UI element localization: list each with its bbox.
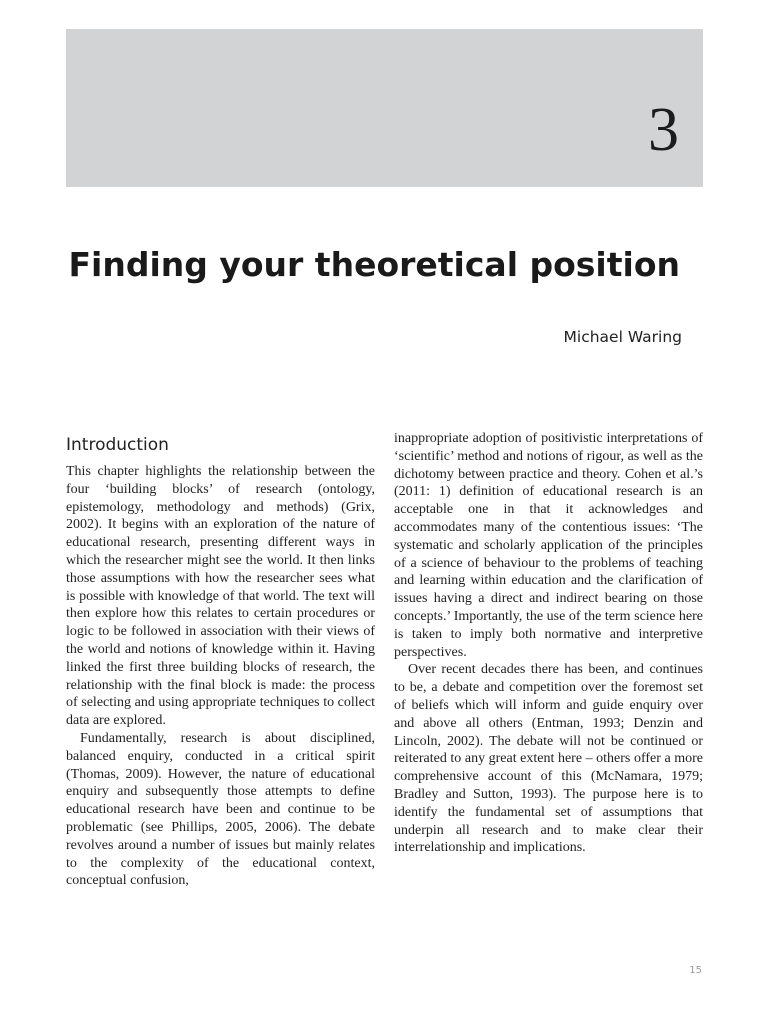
section-heading-introduction: Introduction <box>66 435 169 455</box>
page-number: 15 <box>689 965 702 976</box>
paragraph: This chapter highlights the relationship between the four ‘building blocks’ of research (ontology, epistemology, methodology and methods) (Grix, 2002). It begins with an exploration of the nature of educational research, presenting different ways in which the researcher might see the world. It then links those assumptions with how the researcher sees what is possible with knowledge of that world. The text will then explore how this relates to certain procedures or logic to be followed in association with their views of the world and notions of knowledge within it. Having linked the first three building blocks of research, the relationship with the final block is made: the process of selecting and using appropriate techniques to collect data are explored. <box>66 464 375 729</box>
left-column <box>66 463 375 890</box>
chapter-title: Finding your theoretical position <box>68 245 680 284</box>
paragraph: Fundamentally, research is about disciplined, balanced enquiry, conducted in a critical spirit (Thomas, 2009). However, the nature of educational enquiry and subsequently those attempts to define educational research have been and continue to be problematic (see Phillips, 2005, 2006). The debate revolves around a number of issues but mainly relates to the complexity of the educational context, conceptual confusion, <box>66 730 375 889</box>
chapter-banner <box>66 29 703 187</box>
paragraph: Over recent decades there has been, and continues to be, a debate and competition over the foremost set of beliefs which will inform and guide enquiry over and above all others (Entman, 1993; Denzin and Lincoln, 2002). The debate will not be continued or reiterated to any great extent here – others offer a more comprehensive account of this (McNamara, 1979; Bradley and Sutton, 1993). The purpose here is to identify the fundamental set of assumptions that underpin all research and to make clear their interrelationship and implications. <box>394 662 703 856</box>
right-column <box>394 430 703 857</box>
paragraph: inappropriate adoption of positivistic interpretations of ‘scientific’ method and notions of rigour, as well as the dichotomy between practice and theory. Cohen et al.’s (2011: 1) definition of educational research is an acceptable one in that it acknowledges and accommodates many of the contentious issues: ‘The systematic and scholarly application of the principles of a science of behaviour to the problems of teaching and learning within education and the clarification of issues having a direct and indirect bearing on those concepts.’ Importantly, the use of the term science here is taken to imply both normative and interpretive perspectives. <box>394 431 703 660</box>
chapter-author: Michael Waring <box>563 328 682 346</box>
chapter-number: 3 <box>648 96 679 164</box>
